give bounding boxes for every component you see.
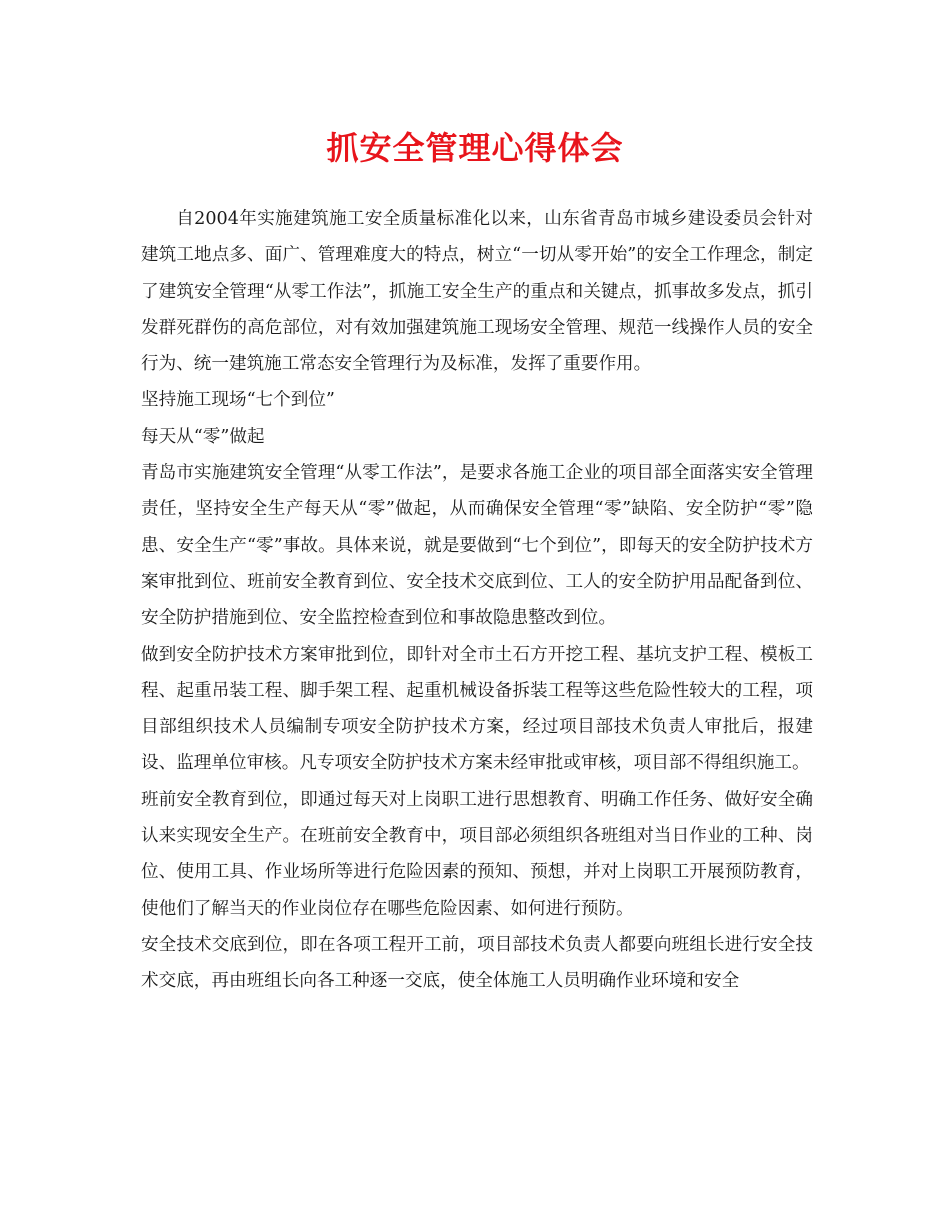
paragraph-heading-seven-in-place: 坚持施工现场“七个到位” xyxy=(141,390,335,411)
paragraph-technical-briefing: 安全技术交底到位，即在各项工程开工前，项目部技术负责人都要向班组长进行安全技术交底，再由班组长向各工种逐一交底，使全体施工人员明确作业环境和安全 xyxy=(141,934,813,992)
paragraph-zero-method: 青岛市实施建筑安全管理“从零工作法”，是要求各施工企业的项目部全面落实安全管理责任，坚持安全生产每天从“零”做起，从而确保安全管理“零”缺陷、安全防护“零”隐患、安全生产“零”事故。具体来说，就是要做到“七个到位”，即每天的安全防护技术方案审批到位、班前安全教育到位、安全技术交底到位、工人的安全防护用品配备到位、安全防护措施到位、安全监控检查到位和事故隐患整改到位。 xyxy=(141,463,813,629)
paragraph-plan-approval: 做到安全防护技术方案审批到位，即针对全市土石方开挖工程、基坑支护工程、模板工程、起重吊装工程、脚手架工程、起重机械设备拆装工程等这些危险性较大的工程，项目部组织技术人员编制专项安全防护技术方案，经过项目部技术负责人审批后，报建设、监理单位审核。凡专项安全防护技术方案未经审批或审核，项目部不得组织施工。 xyxy=(141,644,813,774)
paragraph-heading-from-zero: 每天从“零”做起 xyxy=(141,426,265,447)
document-title: 抓安全管理心得体会 xyxy=(326,129,624,167)
paragraph-pre-shift-education: 班前安全教育到位，即通过每天对上岗职工进行思想教育、明确工作任务、做好安全确认来实现安全生产。在班前安全教育中，项目部必须组织各班组对当日作业的工种、岗位、使用工具、作业场所等进行危险因素的预知、预想，并对上岗职工开展预防教育，使他们了解当天的作业岗位存在哪些危险因素、如何进行预防。 xyxy=(141,789,813,919)
paragraph-intro: 自2004年实施建筑施工安全质量标准化以来，山东省青岛市城乡建设委员会针对建筑工地点多、面广、管理难度大的特点，树立“一切从零开始”的安全工作理念，制定了建筑安全管理“从零工作法”，抓施工安全生产的重点和关键点，抓事故多发点，抓引发群死群伤的高危部位，对有效加强建筑施工现场安全管理、规范一线操作人员的安全行为、统一建筑施工常态安全管理行为及标准，发挥了重要作用。 xyxy=(141,209,813,375)
document-body xyxy=(141,201,813,1000)
